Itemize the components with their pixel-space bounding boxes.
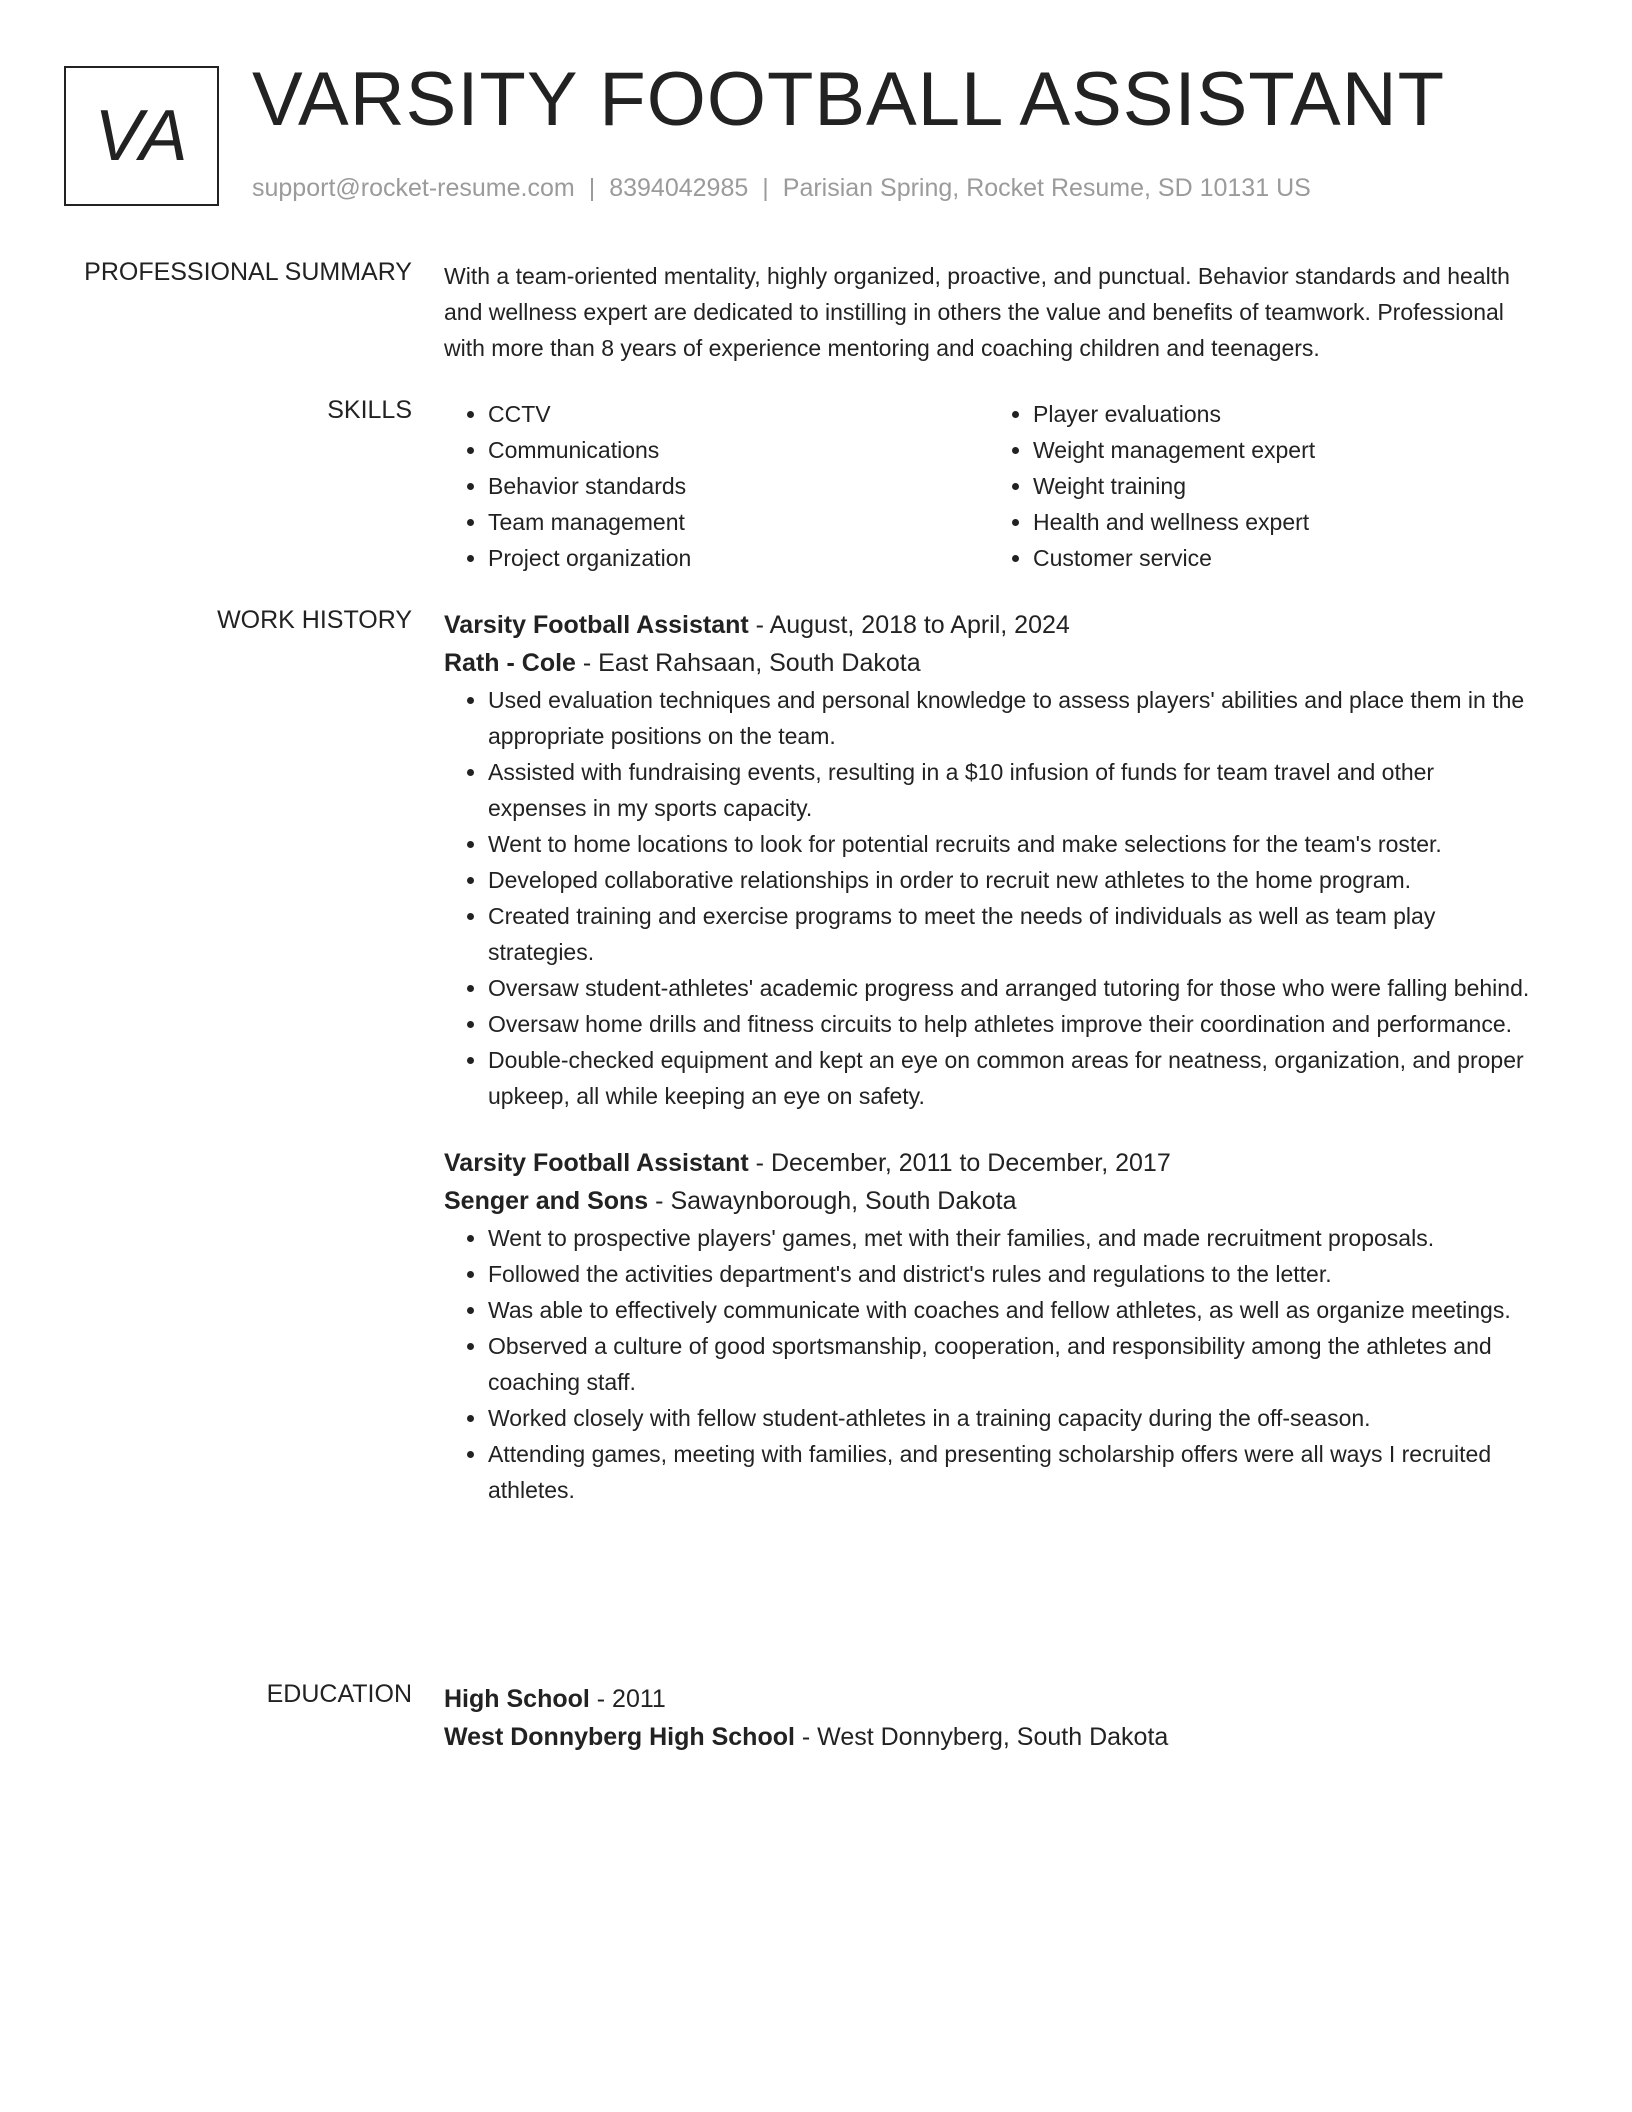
summary-text: With a team-oriented mentality, highly organized, proactive, and punctual. Behavior standards and health and wellness expert are dedicated to instilling in others the value and benefits of teamwork. Professional with more than 8 years of experience mentoring and coaching children and teenagers. (444, 263, 1510, 361)
job-bullet: • Attending games, meeting with families, and presenting scholarship offers were all ways I recruited athletes. (488, 1436, 1534, 1508)
job-bullet: • Went to home locations to look for potential recruits and make selections for the team's roster. (488, 826, 1534, 862)
skill-item: • Player evaluations (1033, 396, 1534, 432)
education-body (444, 1680, 1534, 1756)
job-company-line (444, 644, 1534, 682)
skill-item: • Behavior standards (488, 468, 989, 504)
skills-body (444, 396, 1534, 576)
job-title: Varsity Football Assistant (444, 1149, 749, 1177)
contact-address: Parisian Spring, Rocket Resume, SD 10131 US (782, 174, 1311, 202)
skill-item: • Weight management expert (1033, 432, 1534, 468)
skill-item: • Weight training (1033, 468, 1534, 504)
candidate-name: VARSITY FOOTBALL ASSISTANT (252, 57, 1446, 142)
work-heading: WORK HISTORY (217, 606, 412, 634)
contact-phone: 8394042985 (609, 174, 749, 202)
monogram-initials: VA (94, 96, 189, 176)
job-bullet: • Observed a culture of good sportsmanship, cooperation, and responsibility among the athletes and coaching staff. (488, 1328, 1534, 1400)
summary-heading: PROFESSIONAL SUMMARY (84, 258, 412, 286)
education-degree-line (444, 1680, 1534, 1718)
job-bullet: • Assisted with fundraising events, resulting in a $10 infusion of funds for team travel and other expenses in my sports capacity. (488, 754, 1534, 826)
job-location: - Sawaynborough, South Dakota (655, 1187, 1017, 1215)
job-location: - East Rahsaan, South Dakota (582, 649, 921, 677)
job-title: Varsity Football Assistant (444, 611, 749, 639)
summary-body (444, 258, 1534, 366)
job-bullet: • Used evaluation techniques and personal knowledge to assess players' abilities and place them in the appropriate positions on the team. (488, 682, 1534, 754)
job-bullet: • Oversaw student-athletes' academic progress and arranged tutoring for those who were falling behind. (488, 970, 1534, 1006)
contact-email: support@rocket-resume.com (252, 174, 575, 202)
job-company: Senger and Sons (444, 1187, 649, 1215)
job-bullet: • Created training and exercise programs to meet the needs of individuals as well as team play strategies. (488, 898, 1534, 970)
contact-separator: | (762, 174, 769, 202)
education-degree: High School (444, 1685, 590, 1713)
job-bullet: • Worked closely with fellow student-athletes in a training capacity during the off-season. (488, 1400, 1534, 1436)
skill-item: • CCTV (488, 396, 989, 432)
skill-item: • Project organization (488, 540, 989, 576)
job-bullet: • Went to prospective players' games, met with their families, and made recruitment proposals. (488, 1220, 1534, 1256)
skill-item: • Health and wellness expert (1033, 504, 1534, 540)
skills-list-right (989, 396, 1534, 576)
skill-item: • Customer service (1033, 540, 1534, 576)
job-title-line (444, 606, 1534, 644)
job-bullets (444, 1220, 1534, 1508)
job-bullet: • Developed collaborative relationships in order to recruit new athletes to the home program. (488, 862, 1534, 898)
job-bullet: • Double-checked equipment and kept an eye on common areas for neatness, organization, and proper upkeep, all while keeping an eye on safety. (488, 1042, 1534, 1114)
work-body (444, 606, 1534, 1508)
monogram-box (64, 66, 219, 206)
job-entry (444, 606, 1534, 1114)
job-title-line (444, 1144, 1534, 1182)
job-dates: - December, 2011 to December, 2017 (755, 1149, 1171, 1177)
contact-line (252, 174, 1311, 203)
job-company: Rath - Cole (444, 649, 576, 677)
job-bullet: • Oversaw home drills and fitness circuits to help athletes improve their coordination and performance. (488, 1006, 1534, 1042)
job-bullet: • Followed the activities department's and district's rules and regulations to the letter. (488, 1256, 1534, 1292)
job-bullet: • Was able to effectively communicate with coaches and fellow athletes, as well as organize meetings. (488, 1292, 1534, 1328)
contact-separator: | (588, 174, 596, 202)
education-school: West Donnyberg High School (444, 1723, 795, 1751)
education-school-line (444, 1718, 1534, 1756)
skills-list-left (444, 396, 989, 576)
job-company-line (444, 1182, 1534, 1220)
skills-heading: SKILLS (327, 396, 412, 424)
skill-item: • Communications (488, 432, 989, 468)
job-dates: - August, 2018 to April, 2024 (755, 611, 1070, 639)
job-bullets (444, 682, 1534, 1114)
job-entry (444, 1144, 1534, 1508)
education-heading: EDUCATION (266, 1680, 412, 1708)
education-location: - West Donnyberg, South Dakota (801, 1723, 1169, 1751)
education-year: - 2011 (596, 1685, 666, 1713)
skill-item: • Team management (488, 504, 989, 540)
